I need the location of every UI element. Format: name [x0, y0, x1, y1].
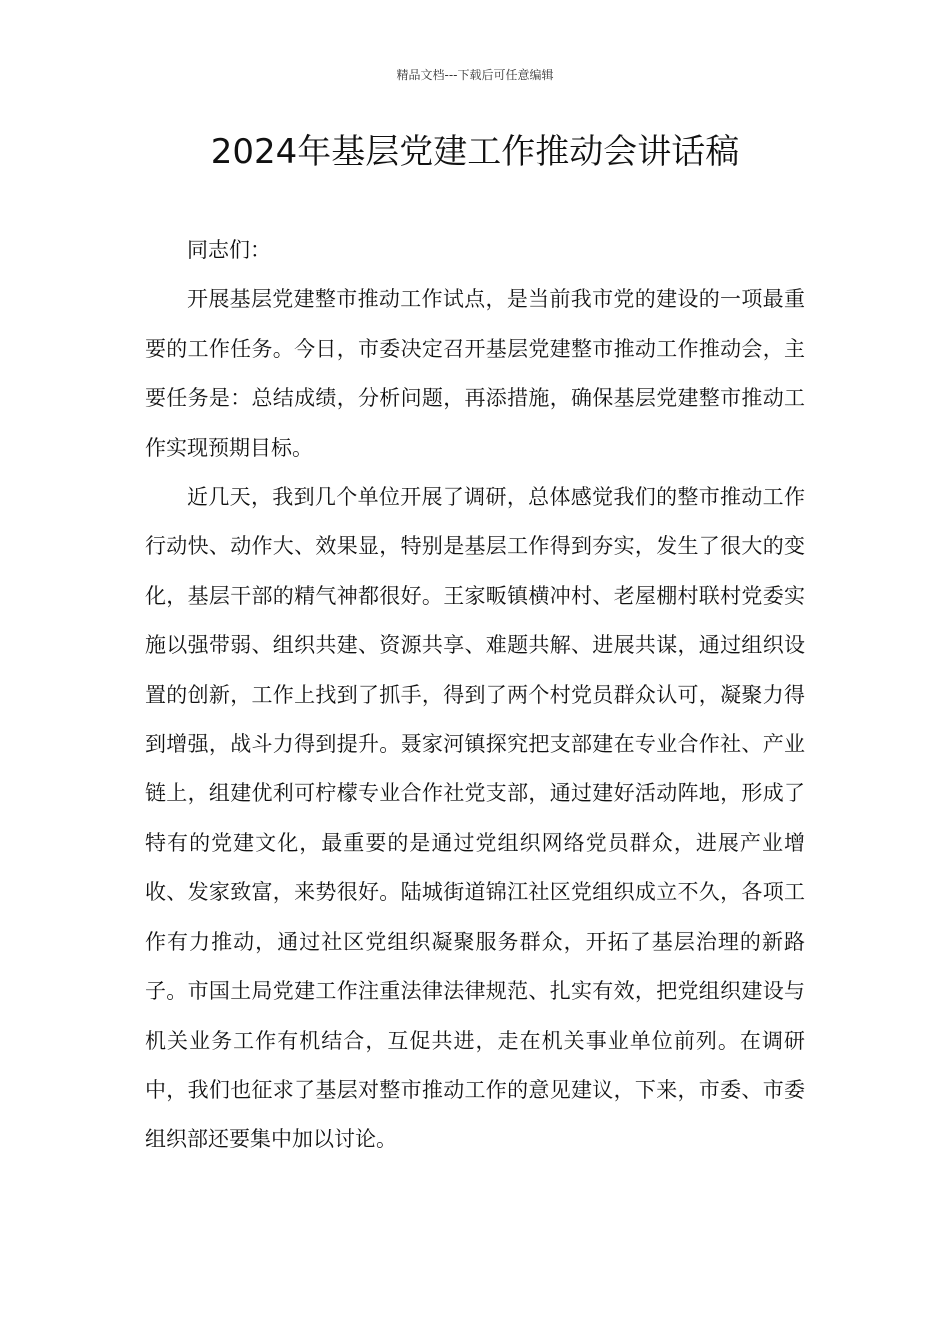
header-note: 精品文档---下载后可任意编辑	[396, 68, 554, 82]
paragraph-2: 近几天，我到几个单位开展了调研，总体感觉我们的整市推动工作行动快、动作大、效果显，特别是基层工作得到夯实，发生了很大的变化，基层干部的精气神都很好。王家畈镇横冲村、老屋棚村联村党委实施以强带弱、组织共建、资源共享、难题共解、进展共谋，通过组织设置的创新，工作上找到了抓手，得到了两个村党员群众认可，凝聚力得到增强，战斗力得到提升。聂家河镇探究把支部建在专业合作社、产业链上，组建优利可柠檬专业合作社党支部，通过建好活动阵地，形成了特有的党建文化，最重要的是通过党组织网络党员群众，进展产业增收、发家致富，来势很好。陆城街道锦江社区党组织成立不久，各项工作有力推动，通过社区党组织凝聚服务群众，开拓了基层治理的新路子。市国土局党建工作注重法律法律规范、扎实有效，把党组织建设与机关业务工作有机结合，互促共进，走在机关事业单位前列。在调研中，我们也征求了基层对整市推动工作的意见建议，下来，市委、市委组织部还要集中加以讨论。	[145, 485, 805, 1152]
document-title: 2024年基层党建工作推动会讲话稿	[210, 132, 740, 172]
document-body	[145, 226, 805, 1165]
paragraph-1: 开展基层党建整市推动工作试点，是当前我市党的建设的一项最重要的工作任务。今日，市委决定召开基层党建整市推动工作推动会，主要任务是：总结成绩，分析问题，再添措施，确保基层党建整市推动工作实现预期目标。	[145, 287, 805, 460]
salutation: 同志们：	[187, 238, 271, 262]
